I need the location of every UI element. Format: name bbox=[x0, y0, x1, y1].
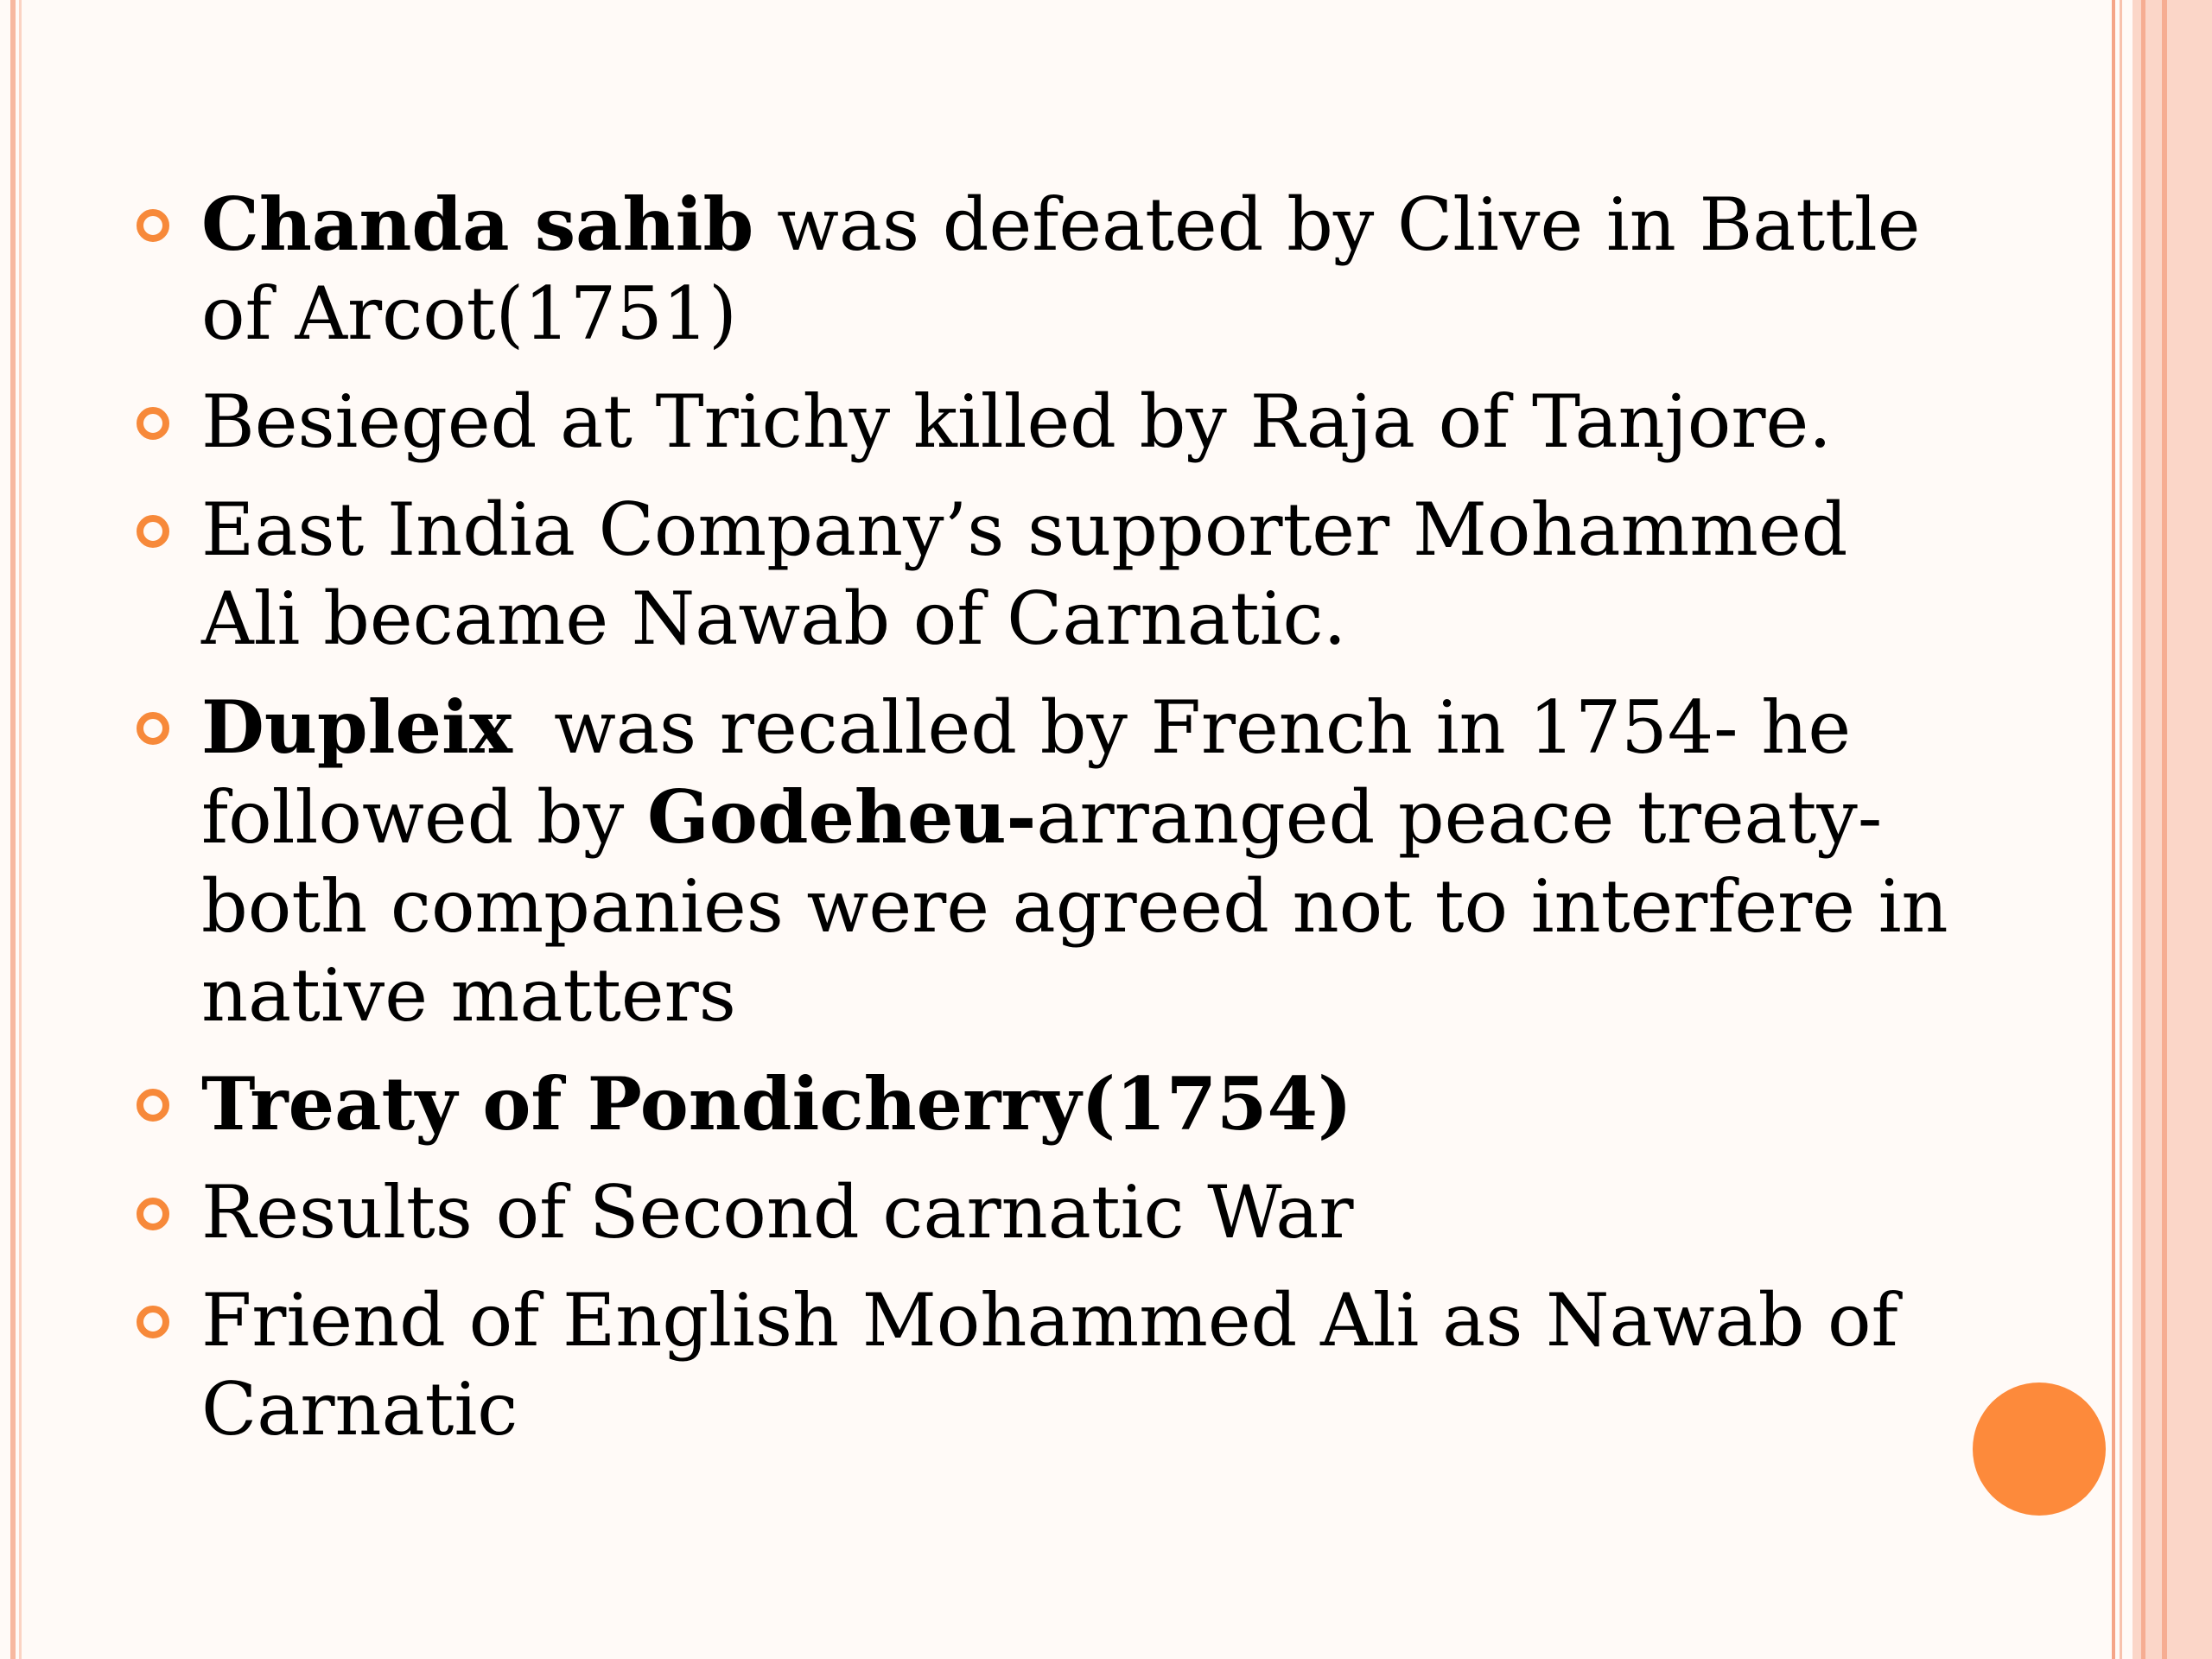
hollow-circle-bullet-icon bbox=[137, 209, 169, 242]
left-border-line bbox=[10, 0, 16, 1659]
item-text: arranged peace treaty- both companies were agreed not to interfere in native matters bbox=[201, 775, 1948, 1038]
hollow-circle-bullet-icon bbox=[137, 407, 169, 440]
item-text: Besieged at Trichy killed by Raja of Tanjore. bbox=[201, 379, 1832, 464]
list-item bbox=[137, 1276, 1968, 1454]
orange-circle-icon bbox=[1973, 1382, 2106, 1516]
left-border-inner-line bbox=[19, 0, 22, 1659]
bold-term: Godeheu- bbox=[646, 774, 1037, 860]
list-item bbox=[137, 486, 1968, 664]
hollow-circle-bullet-icon bbox=[137, 515, 169, 548]
list-item bbox=[137, 180, 1968, 359]
slide-content bbox=[137, 180, 1968, 1473]
bold-term: Chanda sahib bbox=[201, 181, 754, 267]
list-item bbox=[137, 1168, 1968, 1257]
bold-term: Dupleix bbox=[201, 684, 512, 770]
item-text: Results of Second carnatic War bbox=[201, 1170, 1354, 1255]
item-text: East India Company’s supporter Mohammed Ali became Nawab of Carnatic. bbox=[201, 487, 1848, 661]
right-band-stripe bbox=[2141, 0, 2145, 1659]
item-text: was recalled by French in 1754- he followed by bbox=[201, 685, 1852, 860]
bullet-list bbox=[137, 180, 1968, 1454]
hollow-circle-bullet-icon bbox=[137, 712, 169, 745]
list-item bbox=[137, 683, 1968, 1040]
bold-term: Treaty of Pondicherry(1754) bbox=[201, 1061, 1352, 1147]
hollow-circle-bullet-icon bbox=[137, 1306, 169, 1338]
right-border-inner-line bbox=[2120, 0, 2122, 1659]
item-text: Friend of English Mohammed Ali as Nawab of Carnatic bbox=[201, 1278, 1898, 1452]
list-item bbox=[137, 1059, 1968, 1149]
right-band-stripe bbox=[2162, 0, 2167, 1659]
hollow-circle-bullet-icon bbox=[137, 1089, 169, 1122]
item-text: was defeated by Clive in Battle of Arcot(1751) bbox=[201, 182, 1921, 356]
right-border-line bbox=[2112, 0, 2115, 1659]
list-item bbox=[137, 378, 1968, 467]
hollow-circle-bullet-icon bbox=[137, 1198, 169, 1230]
